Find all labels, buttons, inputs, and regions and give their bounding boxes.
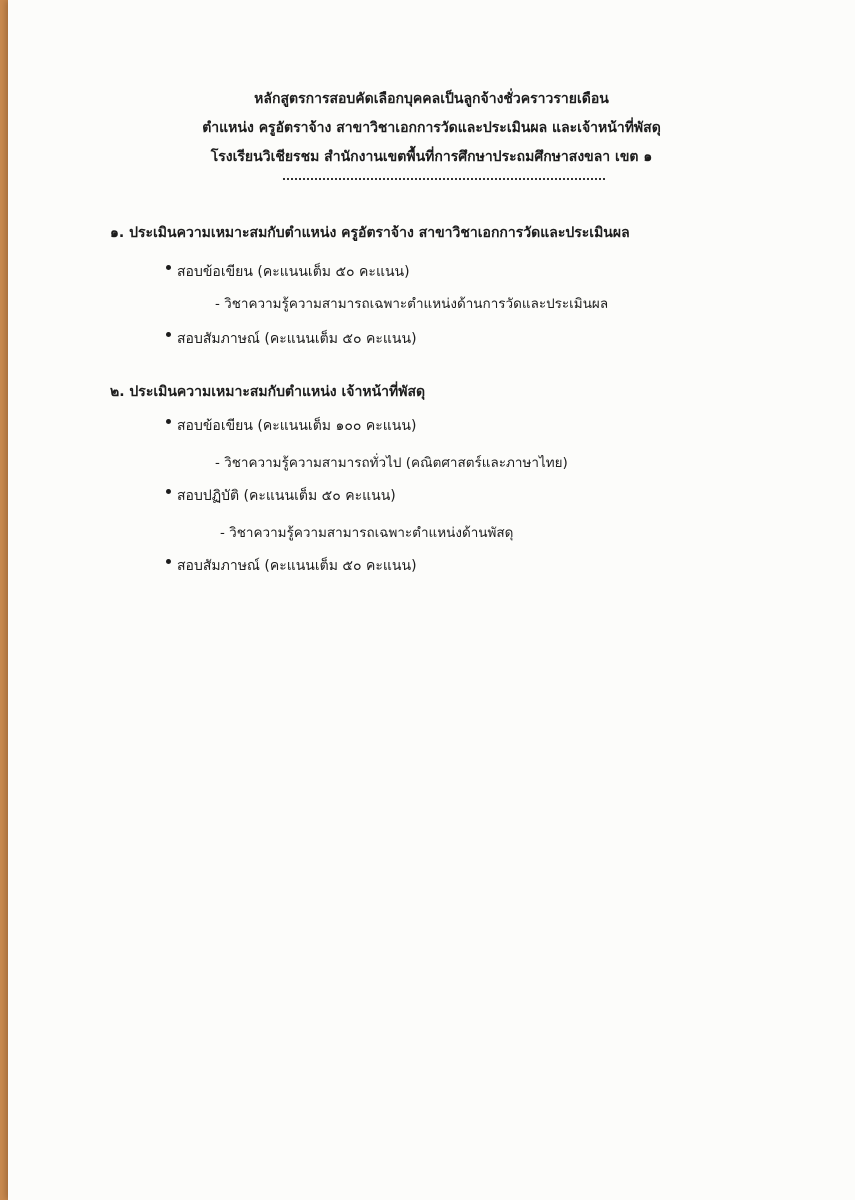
section-1-interview xyxy=(166,328,417,350)
section-2-interview-label: สอบสัมภาษณ์ (คะแนนเต็ม ๕๐ คะแนน) xyxy=(177,558,417,574)
section-2-written-subject: - วิชาความรู้ความสามารถทั่วไป (คณิตศาสตร์และภาษาไทย) xyxy=(215,455,568,471)
section-2-practical-test xyxy=(166,485,396,507)
section-2-written-test xyxy=(166,415,416,437)
section-2-practical-test-label: สอบปฏิบัติ (คะแนนเต็ม ๕๐ คะแนน) xyxy=(177,488,396,504)
section-1-interview-label: สอบสัมภาษณ์ (คะแนนเต็ม ๕๐ คะแนน) xyxy=(177,331,417,347)
section-1-written-subject: - วิชาความรู้ความสามารถเฉพาะตำแหน่งด้านการวัดและประเมินผล xyxy=(215,296,609,312)
section-1-written-test xyxy=(166,261,410,283)
section-2-practical-subject: - วิชาความรู้ความสามารถเฉพาะตำแหน่งด้านพัสดุ xyxy=(220,525,514,541)
section-1-written-test-label: สอบข้อเขียน (คะแนนเต็ม ๕๐ คะแนน) xyxy=(177,264,410,280)
bullet-icon xyxy=(166,489,171,494)
section-2-written-test-label: สอบข้อเขียน (คะแนนเต็ม ๑๐๐ คะแนน) xyxy=(177,418,417,434)
bullet-icon xyxy=(166,332,171,337)
bullet-icon xyxy=(166,419,171,424)
document-page xyxy=(8,0,855,1200)
bullet-icon xyxy=(166,559,171,564)
bullet-icon xyxy=(166,265,171,270)
document-subtitle-position: ตำแหน่ง ครูอัตราจ้าง สาขาวิชาเอกการวัดและประเมินผล และเจ้าหน้าที่พัสดุ xyxy=(202,120,661,136)
dotted-divider xyxy=(283,178,605,180)
document-title: หลักสูตรการสอบคัดเลือกบุคคลเป็นลูกจ้างชั่วคราวรายเดือน xyxy=(254,91,609,107)
section-2-heading: ๒. ประเมินความเหมาะสมกับตำแหน่ง เจ้าหน้าที่พัสดุ xyxy=(110,384,426,400)
section-2-interview xyxy=(166,555,417,577)
section-1-heading: ๑. ประเมินความเหมาะสมกับตำแหน่ง ครูอัตราจ้าง สาขาวิชาเอกการวัดและประเมินผล xyxy=(110,225,630,241)
document-subtitle-school: โรงเรียนวิเชียรชม สำนักงานเขตพื้นที่การศึกษาประถมศึกษาสงขลา เขต ๑ xyxy=(210,149,653,165)
